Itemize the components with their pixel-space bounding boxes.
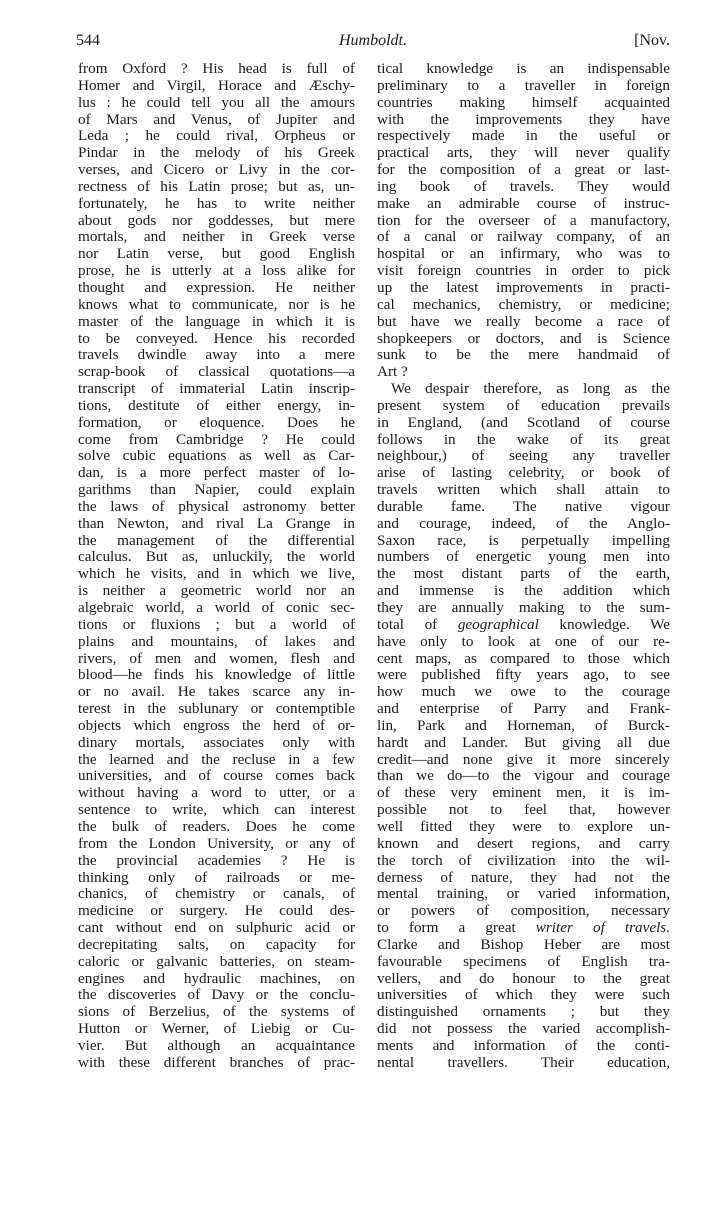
text-line: did not possess the varied accomplish- bbox=[377, 1020, 670, 1038]
text-line: how much we owe to the courage bbox=[377, 683, 670, 701]
text-line: and courage, indeed, of the Anglo- bbox=[377, 514, 670, 532]
text-line: dinary mortals, associates only with bbox=[78, 733, 355, 751]
text-line: tical knowledge is an indispensable bbox=[377, 60, 670, 77]
text-line: the laws of physical astronomy better bbox=[78, 497, 355, 515]
text-line: solve cubic equations as well as Car- bbox=[78, 447, 355, 465]
text-line: hospital or an infirmary, who was to bbox=[377, 245, 670, 263]
text-line: the most distant parts of the earth, bbox=[377, 565, 670, 583]
text-line: durable fame. The native vigour bbox=[377, 497, 670, 515]
text-line: countries making himself acquainted bbox=[377, 93, 670, 111]
text-line: without having a word to utter, or a bbox=[78, 784, 355, 802]
text-line: Saxon race, is perpetually impelling bbox=[377, 531, 670, 549]
text-line: up the latest improvements in practi- bbox=[377, 278, 670, 296]
text-line: total of geographical knowledge. We bbox=[377, 615, 670, 633]
italic-text: geographical bbox=[457, 615, 539, 633]
text-line: We despair therefore, as long as the bbox=[391, 380, 670, 398]
text-line: sentence to write, which can interest bbox=[78, 801, 355, 819]
text-line: blood—he finds his knowledge of little bbox=[78, 666, 355, 684]
text-line: lin, Park and Horneman, of Burck- bbox=[377, 716, 670, 734]
text-line: with the improvements they have bbox=[377, 110, 670, 128]
text-line: nor Latin verse, but good English bbox=[78, 245, 355, 263]
text-line: vellers, and do honour to the great bbox=[377, 969, 670, 987]
text-line: were published fifty years ago, to see bbox=[377, 666, 670, 684]
text-line: about gods nor goddesses, but mere bbox=[78, 211, 355, 229]
right-column bbox=[377, 61, 670, 1072]
text-line: credit—and none give it more sincerely bbox=[377, 750, 670, 768]
text-line: verses, and Cicero or Livy in the cor- bbox=[78, 161, 355, 179]
text-line: Hutton or Werner, of Liebig or Cu- bbox=[78, 1020, 355, 1038]
text-line: garithms than Napier, could explain bbox=[78, 481, 355, 499]
text-line: tions, destitute of either energy, in- bbox=[78, 396, 355, 414]
text-line: they are annually making to the sum- bbox=[377, 599, 670, 616]
text-line: nental travellers. Their education, bbox=[377, 1053, 670, 1071]
text-line: or no avail. He takes scarce any in- bbox=[78, 683, 355, 701]
text-line: plains and mountains, of lakes and bbox=[78, 632, 355, 650]
text-line: decrepitating salts, on capacity for bbox=[78, 935, 355, 953]
text-line: mental training, or varied information, bbox=[377, 885, 670, 903]
page-header bbox=[76, 32, 670, 52]
text-line: to form a great writer of travels. bbox=[377, 919, 671, 937]
text-line: neighbour,) of seeing any traveller bbox=[377, 447, 670, 465]
text-line: cant without end on sulphuric acid or bbox=[78, 919, 355, 937]
text-line: thinking only of railroads or me- bbox=[78, 868, 355, 886]
text-line: visit foreign countries in order to pick bbox=[377, 262, 670, 280]
text-line: arise of lasting celebrity, or book of bbox=[377, 464, 670, 482]
text-line: than Newton, and rival La Grange in bbox=[78, 514, 355, 532]
text-line: medicine or surgery. He could des- bbox=[78, 902, 355, 920]
text-line: travels written which shall attain to bbox=[377, 481, 670, 499]
text-line: Homer and Virgil, Horace and Æschy- bbox=[78, 76, 355, 94]
text-line: for the composition of a great or last- bbox=[377, 161, 670, 179]
text-line: calculus. But as, unluckily, the world bbox=[78, 548, 355, 566]
text-line: prose, he is utterly at a loss alike for bbox=[78, 262, 355, 280]
text-line: of a canal or railway company, of an bbox=[377, 228, 670, 246]
text-line: hardt and Lander. But giving all due bbox=[377, 733, 670, 751]
text-line: the torch of civilization into the wil- bbox=[377, 851, 670, 869]
text-line: sions of Berzelius, of the systems of bbox=[78, 1003, 355, 1021]
text-line: cent maps, as compared to those which bbox=[377, 649, 670, 667]
text-line: transcript of immaterial Latin inscrip- bbox=[78, 380, 355, 398]
text-line: Clarke and Bishop Heber are most bbox=[377, 935, 670, 953]
text-line: caloric or galvanic batteries, on steam- bbox=[78, 952, 355, 970]
text-line: the learned and the recluse in a few bbox=[78, 750, 355, 768]
text-line: respectively made in the useful or bbox=[377, 127, 670, 145]
text-line: well fitted they were to explore un- bbox=[377, 817, 670, 835]
text-line: algebraic world, a world of conic sec- bbox=[78, 599, 355, 616]
italic-text: writer of travels. bbox=[535, 919, 671, 937]
text-line: vier. But although an acquaintance bbox=[78, 1036, 355, 1054]
text-line: engines and hydraulic machines, on bbox=[78, 969, 355, 987]
text-line: Leda ; he could rival, Orpheus or bbox=[78, 127, 355, 145]
running-date: [Nov. bbox=[634, 32, 670, 49]
text-line: lus : he could tell you all the amours bbox=[78, 93, 355, 111]
text-line: to be conveyed. Hence his recorded bbox=[78, 329, 355, 347]
text-line: but have we really become a race of bbox=[377, 312, 670, 330]
running-title: Humboldt. bbox=[339, 32, 407, 49]
text-line: knows what to communicate, nor is he bbox=[78, 295, 355, 313]
text-line: than we do—to the vigour and courage bbox=[377, 767, 670, 785]
text-line: is neither a geometric world nor an bbox=[78, 582, 355, 600]
text-line: and enterprise of Parry and Frank- bbox=[377, 700, 670, 718]
text-line: preliminary to a traveller in foreign bbox=[377, 76, 670, 94]
text-line: travels dwindle away into a mere bbox=[78, 346, 355, 364]
text-line: rivers, of men and women, flesh and bbox=[78, 649, 355, 667]
text-line: formation, or eloquence. Does he bbox=[78, 413, 355, 431]
text-line: universities of which they were such bbox=[377, 986, 670, 1004]
text-line: Pindar in the melody of his Greek bbox=[78, 144, 355, 162]
text-line: or powers of composition, necessary bbox=[377, 902, 670, 920]
text-line: ments and information of the conti- bbox=[377, 1036, 670, 1054]
text-line: of these very eminent men, it is im- bbox=[377, 784, 670, 802]
text-line: objects which engross the herd of or- bbox=[78, 716, 355, 734]
text-line: known and desert regions, and carry bbox=[377, 834, 670, 852]
text-line: and immense is the addition which bbox=[377, 582, 670, 600]
text-line: dan, is a more perfect master of lo- bbox=[78, 464, 355, 482]
text-line: follows in the wake of its great bbox=[377, 430, 670, 448]
text-line: in England, (and Scotland of course bbox=[377, 413, 670, 431]
text-line: the bulk of readers. Does he come bbox=[78, 817, 355, 835]
text-line: the management of the differential bbox=[78, 531, 355, 549]
text-line: of Mars and Venus, of Jupiter and bbox=[78, 110, 355, 128]
text-line: mortals, and neither in Greek verse bbox=[78, 228, 355, 246]
text-line: numbers of energetic young men into bbox=[377, 548, 670, 566]
text-line: have only to look at one of our re- bbox=[377, 632, 670, 650]
text-line: ing book of travels. They would bbox=[377, 177, 670, 195]
text-line: with these different branches of prac- bbox=[78, 1053, 355, 1071]
text-line: distinguished ornaments ; but they bbox=[377, 1003, 670, 1021]
text-line: tion for the overseer of a manufactory, bbox=[377, 211, 670, 229]
text-line: tions or fluxions ; but a world of bbox=[78, 615, 355, 633]
text-line: fortunately, he has to write neither bbox=[78, 194, 355, 212]
text-line: from the London University, or any of bbox=[78, 834, 355, 852]
left-column bbox=[78, 61, 355, 1072]
text-line: possible not to feel that, however bbox=[377, 801, 670, 819]
text-line: from Oxford ? His head is full of bbox=[78, 60, 355, 77]
text-line: Art ? bbox=[377, 363, 408, 381]
page-number: 544 bbox=[76, 32, 100, 49]
text-line: the provincial academies ? He is bbox=[78, 851, 355, 869]
text-line: the discoveries of Davy or the conclu- bbox=[78, 986, 355, 1004]
text-line: thought and expression. He neither bbox=[78, 278, 355, 296]
text-line: terest in the sublunary or contemptible bbox=[78, 700, 355, 718]
text-line: master of the language in which it is bbox=[78, 312, 355, 330]
text-line: favourable specimens of English tra- bbox=[377, 952, 670, 970]
text-line: present system of education prevails bbox=[377, 396, 670, 414]
text-line: which he visits, and in which we live, bbox=[78, 565, 355, 583]
text-line: cal mechanics, chemistry, or medicine; bbox=[377, 295, 670, 313]
text-line: make an admirable course of instruc- bbox=[377, 194, 670, 212]
text-line: sunk to be the mere handmaid of bbox=[377, 346, 670, 364]
text-line: rectness of his Latin prose; but as, un- bbox=[78, 177, 355, 195]
text-line: chanics, of chemistry or canals, of bbox=[78, 885, 355, 903]
text-line: scrap-book of classical quotations—a bbox=[78, 363, 355, 381]
text-line: practical arts, they will never qualify bbox=[377, 144, 670, 162]
text-line: shopkeepers or doctors, and is Science bbox=[377, 329, 670, 347]
text-line: derness of nature, they had not the bbox=[377, 868, 670, 886]
text-line: universities, and of course comes back bbox=[78, 767, 355, 785]
text-line: come from Cambridge ? He could bbox=[78, 430, 355, 448]
